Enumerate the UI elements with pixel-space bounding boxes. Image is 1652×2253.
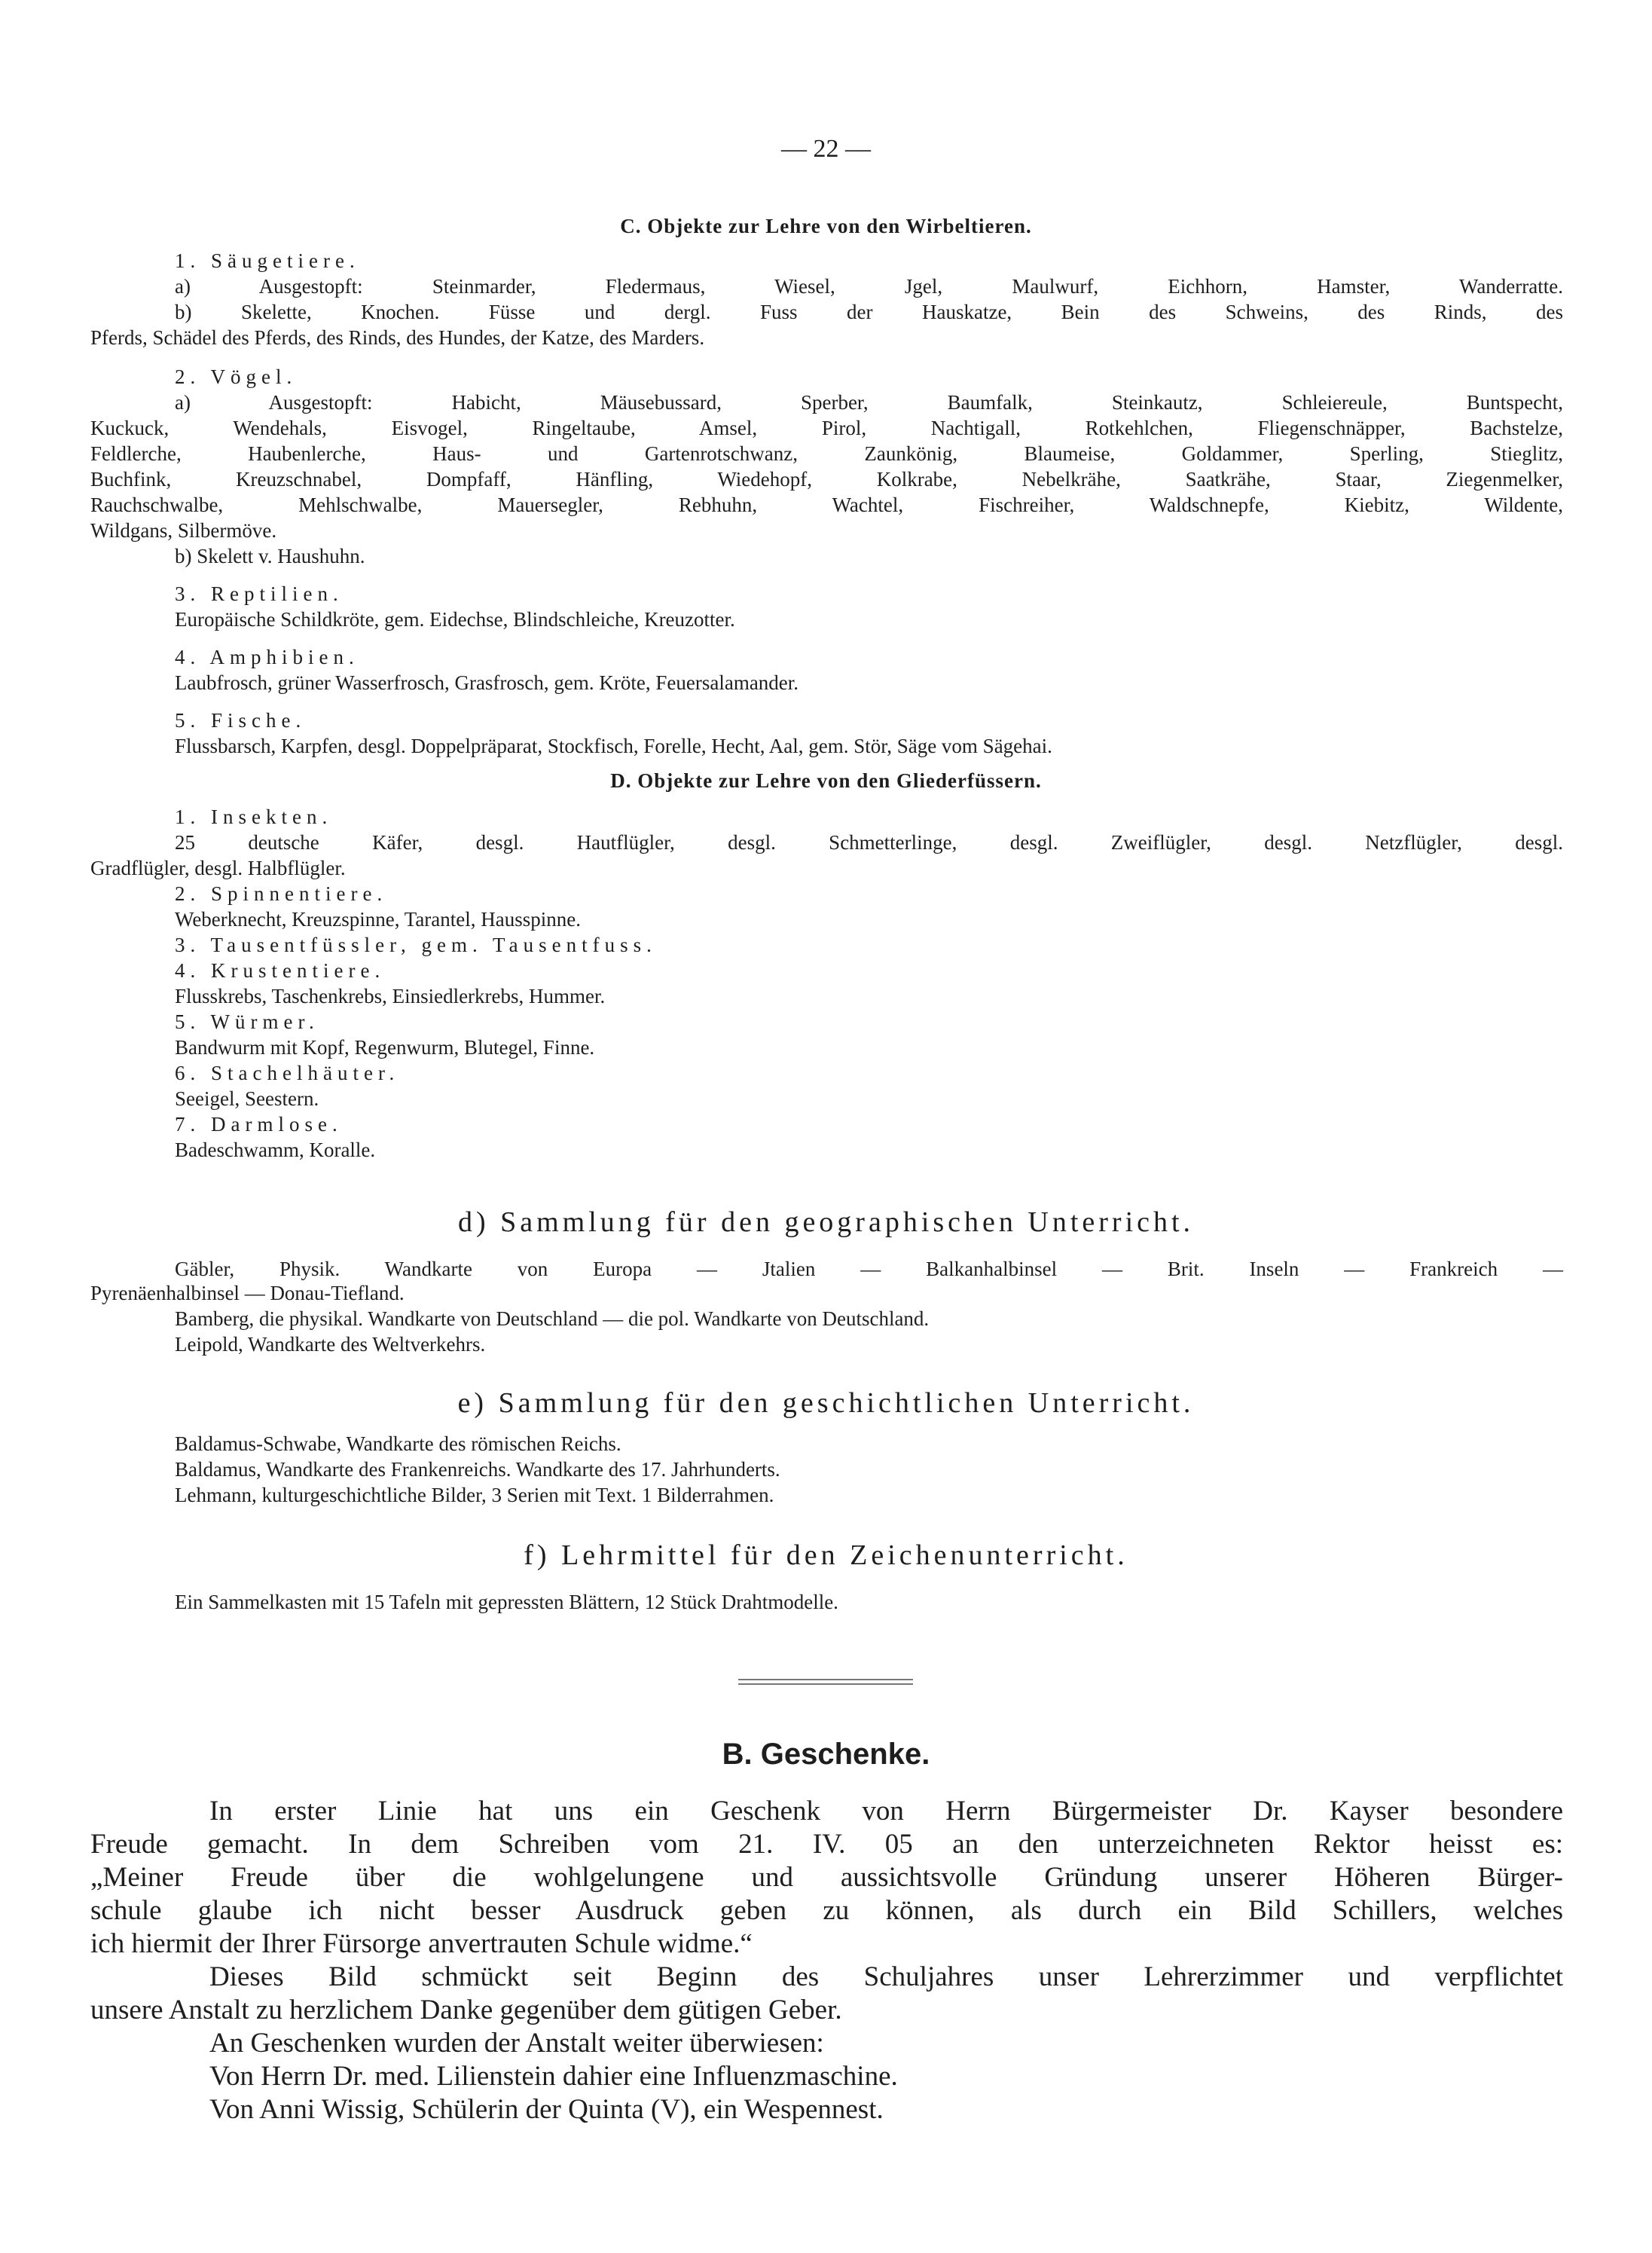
section-c-line: Kuckuck, Wendehals, Eisvogel, Ringeltaube, Amsel, Pirol, Nachtigall, Rotkehlchen, Fliegenschnäpper, Bachstelze, [90, 417, 1563, 439]
section-d-line: 1. Insekten. [175, 806, 333, 828]
section-c-line: 1. Säugetiere. [175, 249, 360, 272]
drawing-line: Ein Sammelkasten mit 15 Tafeln mit gepressten Blättern, 12 Stück Drahtmodelle. [175, 1591, 838, 1613]
section-c-line: Rauchschwalbe, Mehlschwalbe, Mauersegler, Rebhuhn, Wachtel, Fischreiher, Waldschnepfe, Kiebitz, Wildente, [90, 494, 1563, 516]
geo-line: Bamberg, die physikal. Wandkarte von Deutschland — die pol. Wandkarte von Deutschland. [175, 1307, 930, 1330]
section-d-line: Gradflügler, desgl. Halbflügler. [90, 857, 346, 879]
geo-line: Gäbler, Physik. Wandkarte von Europa — Jtalien — Balkanhalbinsel — Brit. Inseln — Frankreich — [175, 1258, 1563, 1280]
section-d-line: 6. Stachelhäuter. [175, 1062, 400, 1084]
geschenke-line: schule glaube ich nicht besser Ausdruck geben zu können, als durch ein Bild Schillers, welches [90, 1895, 1563, 1926]
section-c-line: b) Skelette, Knochen. Füsse und dergl. Fuss der Hauskatze, Bein des Schweins, des Rinds, des [175, 301, 1563, 323]
section-c-line: Wildgans, Silbermöve. [90, 519, 277, 542]
section-c-line: 3. Reptilien. [175, 582, 344, 605]
page-number: — 22 — [781, 135, 871, 163]
geschenke-line: „Meiner Freude über die wohlgelungene und aussichtsvolle Gründung unserer Höheren Bürger- [90, 1862, 1563, 1893]
section-d-line: Seeigel, Seestern. [175, 1087, 319, 1110]
geschenke-line: ich hiermit der Ihrer Fürsorge anvertrauten Schule widme.“ [90, 1928, 753, 1959]
section-c-line: Flussbarsch, Karpfen, desgl. Doppelpräparat, Stockfisch, Forelle, Hecht, Aal, gem. Stör, Säge vom Sägehai. [175, 735, 1052, 757]
geo-line: Pyrenäenhalbinsel — Donau-Tiefland. [90, 1282, 405, 1304]
history-line: Lehmann, kulturgeschichtliche Bilder, 3 Serien mit Text. 1 Bilderrahmen. [175, 1484, 774, 1506]
section-c-line: Laubfrosch, grüner Wasserfrosch, Grasfrosch, gem. Kröte, Feuersalamander. [175, 671, 799, 694]
geo-line: Leipold, Wandkarte des Weltverkehrs. [175, 1333, 486, 1356]
section-d-heading: D. Objekte zur Lehre von den Gliederfüssern. [610, 769, 1042, 792]
section-c-heading: C. Objekte zur Lehre von den Wirbeltieren. [620, 215, 1032, 237]
section-d-line: 25 deutsche Käfer, desgl. Hautflügler, desgl. Schmetterlinge, desgl. Zweiflügler, desgl. Netzflügler, desgl. [175, 831, 1563, 854]
geschenke-line: Von Anni Wissig, Schülerin der Quinta (V), ein Wespennest. [209, 2094, 884, 2125]
section-c-line: Buchfink, Kreuzschnabel, Dompfaff, Hänfling, Wiedehopf, Kolkrabe, Nebelkrähe, Saatkrähe, Staar, Ziegenmelker, [90, 468, 1563, 491]
section-d-line: Badeschwamm, Koralle. [175, 1139, 376, 1161]
geschenke-line: In erster Linie hat uns ein Geschenk von Herrn Bürgermeister Dr. Kayser besondere [209, 1796, 1563, 1827]
section-d-line: Bandwurm mit Kopf, Regenwurm, Blutegel, Finne. [175, 1036, 595, 1059]
section-c-line: 5. Fische. [175, 709, 307, 732]
section-d-line: 7. Darmlose. [175, 1113, 343, 1136]
section-c-line: Pferds, Schädel des Pferds, des Rinds, des Hundes, der Katze, des Marders. [90, 326, 705, 349]
geschenke-line: An Geschenken wurden der Anstalt weiter überwiesen: [209, 2028, 824, 2059]
section-c-line: a) Ausgestopft: Habicht, Mäusebussard, Sperber, Baumfalk, Steinkautz, Schleiereule, Buntspecht, [175, 391, 1563, 414]
section-c-line: 4. Amphibien. [175, 646, 359, 668]
section-c-line: Europäische Schildkröte, gem. Eidechse, Blindschleiche, Kreuzotter. [175, 608, 735, 631]
separator-rule [738, 1679, 913, 1680]
history-line: Baldamus-Schwabe, Wandkarte des römischen Reichs. [175, 1432, 621, 1455]
section-c-line: Feldlerche, Haubenlerche, Haus- und Gartenrotschwanz, Zaunkönig, Blaumeise, Goldammer, Sperling, Stieglitz, [90, 442, 1563, 465]
section-d-line: 2. Spinnentiere. [175, 882, 388, 905]
section-d-line: Flusskrebs, Taschenkrebs, Einsiedlerkrebs, Hummer. [175, 985, 606, 1007]
geschenke-line: unsere Anstalt zu herzlichem Danke gegenüber dem gütigen Geber. [90, 1995, 842, 2025]
geo-heading: d) Sammlung für den geographischen Unterricht. [457, 1206, 1195, 1238]
geschenke-heading: B. Geschenke. [722, 1738, 930, 1771]
section-c-line: b) Skelett v. Haushuhn. [175, 545, 365, 567]
section-d-line: 4. Krustentiere. [175, 959, 386, 982]
section-d-line: 5. Würmer. [175, 1010, 319, 1033]
section-d-line: Weberknecht, Kreuzspinne, Tarantel, Hausspinne. [175, 908, 581, 931]
separator-rule [738, 1683, 913, 1685]
history-line: Baldamus, Wandkarte des Frankenreichs. Wandkarte des 17. Jahrhunderts. [175, 1458, 780, 1481]
history-heading: e) Sammlung für den geschichtlichen Unterricht. [457, 1387, 1195, 1419]
geschenke-line: Dieses Bild schmückt seit Beginn des Schuljahres unser Lehrerzimmer und verpflichtet [209, 1961, 1563, 1992]
section-d-line: 3. Tausentfüssler, gem. Tausentfuss. [175, 934, 657, 956]
geschenke-line: Von Herrn Dr. med. Lilienstein dahier eine Influenzmaschine. [209, 2061, 898, 2092]
section-c-line: a) Ausgestopft: Steinmarder, Fledermaus, Wiesel, Jgel, Maulwurf, Eichhorn, Hamster, Wanderratte. [175, 275, 1563, 298]
drawing-heading: f) Lehrmittel für den Zeichenunterricht. [524, 1539, 1128, 1571]
section-c-line: 2. Vögel. [175, 365, 298, 388]
geschenke-line: Freude gemacht. In dem Schreiben vom 21. IV. 05 an den unterzeichneten Rektor heisst es: [90, 1829, 1563, 1860]
